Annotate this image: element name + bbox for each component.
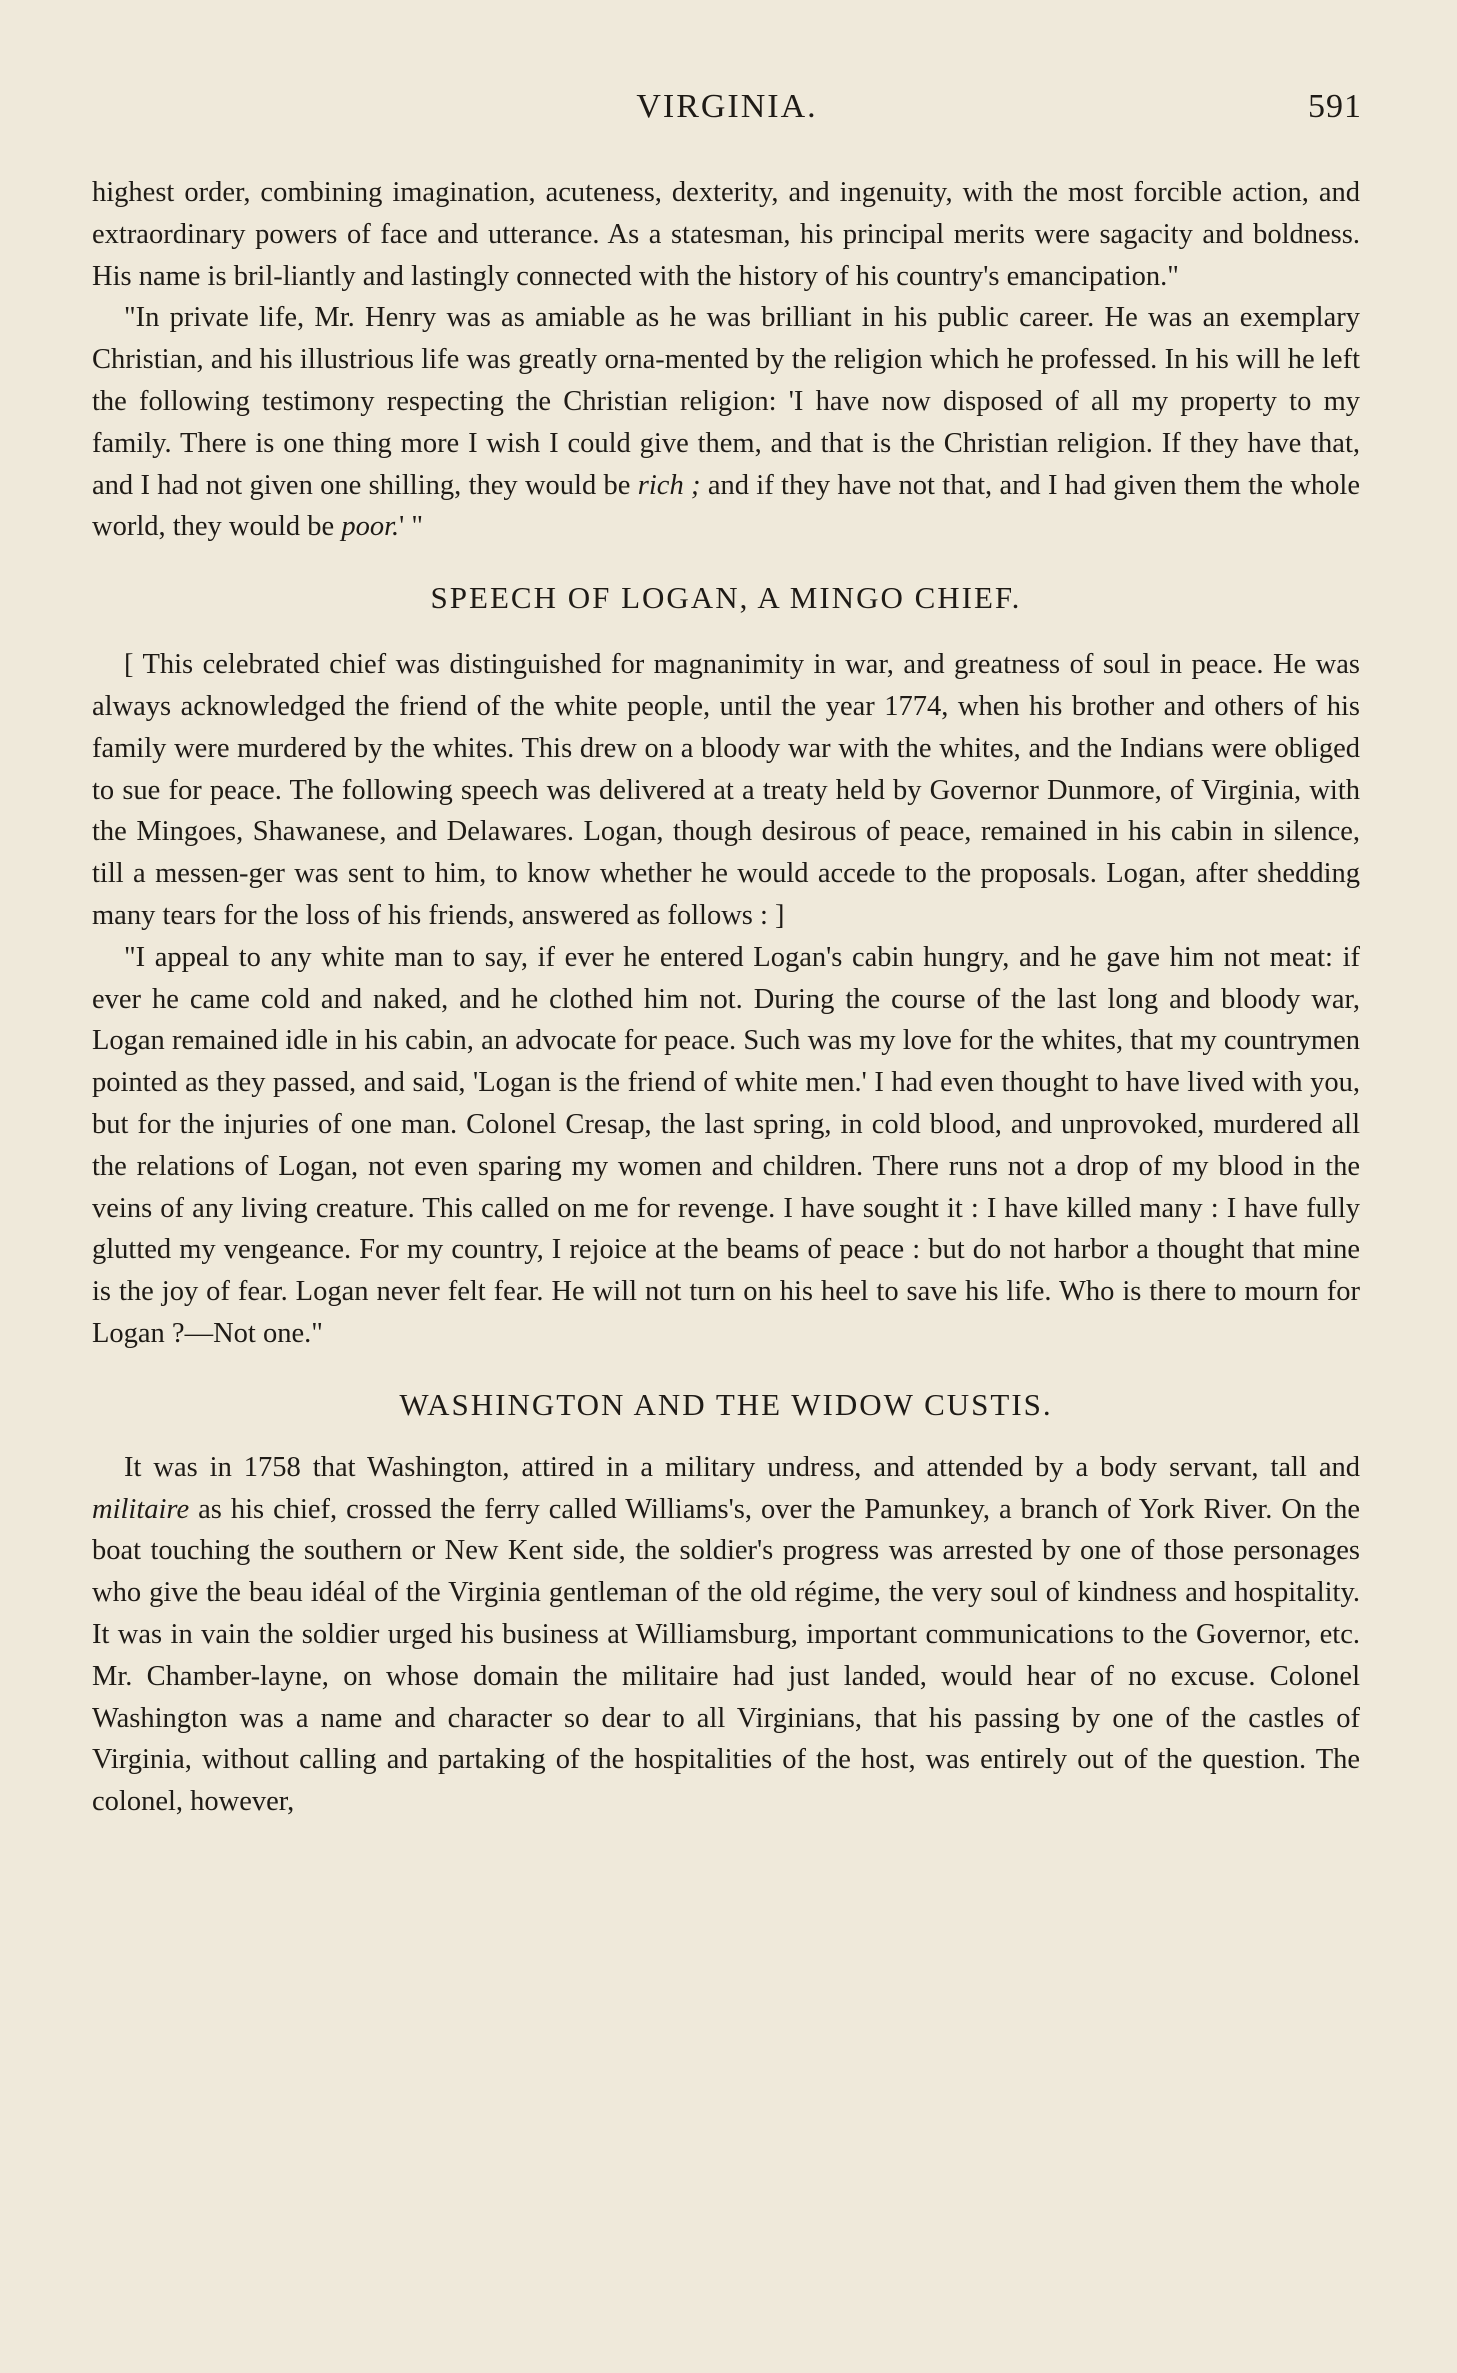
logan-intro-paragraph: [ This celebrated chief was distinguished for magnanimity in war, and greatness of soul in peace. He was always acknowledged the friend of the white people, until the year 1774, when his brother and others of his family were murdered by the whites. This drew on a bloody war with the whites, and the Indians were obliged to sue for peace. The following speech was delivered at a treaty held by Governor Dunmore, of Virginia, with the Mingoes, Shawanese, and Delawares. Logan, though desirous of peace, remained in his cabin in silence, till a messen-ger was sent to him, to know whether he would accede to the proposals. Logan, after shedding many tears for the loss of his friends, answered as follows : ] bbox=[92, 649, 1360, 931]
page-header bbox=[92, 88, 1362, 138]
henry-paragraph-2 bbox=[92, 297, 1360, 548]
logan-speech-paragraph: "I appeal to any white man to say, if ever he entered Logan's cabin hungry, and he gave him not meat: if ever he came cold and naked, and he clothed him not. During the course of the last long and bloody war, Logan remained idle in his cabin, an advocate for peace. Such was my love for the whites, that my countrymen pointed as they passed, and said, 'Logan is the friend of white men.' I had even thought to have lived with you, but for the injuries of one man. Colonel Cresap, the last spring, in cold blood, and unprovoked, murdered all the relations of Logan, not even sparing my women and children. There runs not a drop of my blood in the veins of any living creature. This called on me for revenge. I have sought it : I have killed many : I have fully glutted my vengeance. For my country, I rejoice at the beams of peace : but do not harbor a thought that mine is the joy of fear. Logan never felt fear. He will not turn on his heel to save his life. Who is there to mourn for Logan ?—Not one." bbox=[92, 941, 1360, 1349]
henry-para2-poor: poor. bbox=[341, 511, 400, 543]
henry-paragraph-1: highest order, combining imagination, acuteness, dexterity, and ingenuity, with the most forcible action, and extraordinary powers of face and utterance. As a statesman, his principal merits were sagacity and boldness. His name is bril-liantly and lastingly connected with the history of his country's emancipation." bbox=[92, 177, 1360, 292]
henry-para2-start: "In private life, Mr. Henry was as amiable as he was brilliant in his public career. He was an exemplary Christian, and his illustrious life was greatly orna-mented by the religion which he professed. In his will he left the following testimony respecting the Christian religion: 'I have now disposed of all my property to my family. There is one thing more I wish I could give them, and that is the Christian religion. If they have that, and I had not given one shilling, they would be bbox=[92, 302, 1360, 501]
henry-para2-rich: rich ; bbox=[637, 469, 701, 501]
page-body bbox=[92, 172, 1360, 1823]
washington-heading: WASHINGTON AND THE WIDOW CUSTIS. bbox=[399, 1386, 1053, 1422]
washington-para-militaire: militaire bbox=[92, 1493, 190, 1525]
logan-heading: SPEECH OF LOGAN, A MINGO CHIEF. bbox=[430, 580, 1022, 616]
page-number: 591 bbox=[1308, 88, 1362, 125]
henry-para2-mid: and if they have not that, and I had given them the whole world, they would be bbox=[92, 469, 1360, 543]
washington-para-start: It was in 1758 that Washington, attired in a military undress, and attended by a body servant, tall and bbox=[124, 1451, 1360, 1483]
henry-para2-end: ' " bbox=[399, 511, 424, 543]
washington-para-end: as his chief, crossed the ferry called Williams's, over the Pamunkey, a branch of York River. On the boat touching the southern or New Kent side, the soldier's progress was arrested by one of those personages who give the beau idéal of the Virginia gentleman of the old régime, the very soul of kindness and hospitality. It was in vain the soldier urged his business at Williamsburg, important communications to the Governor, etc. Mr. Chamber-layne, on whose domain the militaire had just landed, would hear of no excuse. Colonel Washington was a name and character so dear to all Virginians, that his passing by one of the castles of Virginia, without calling and partaking of the hospitalities of the host, was entirely out of the question. The colonel, however, bbox=[92, 1493, 1360, 1818]
running-title: VIRGINIA. bbox=[636, 88, 818, 125]
washington-paragraph bbox=[92, 1447, 1360, 1823]
